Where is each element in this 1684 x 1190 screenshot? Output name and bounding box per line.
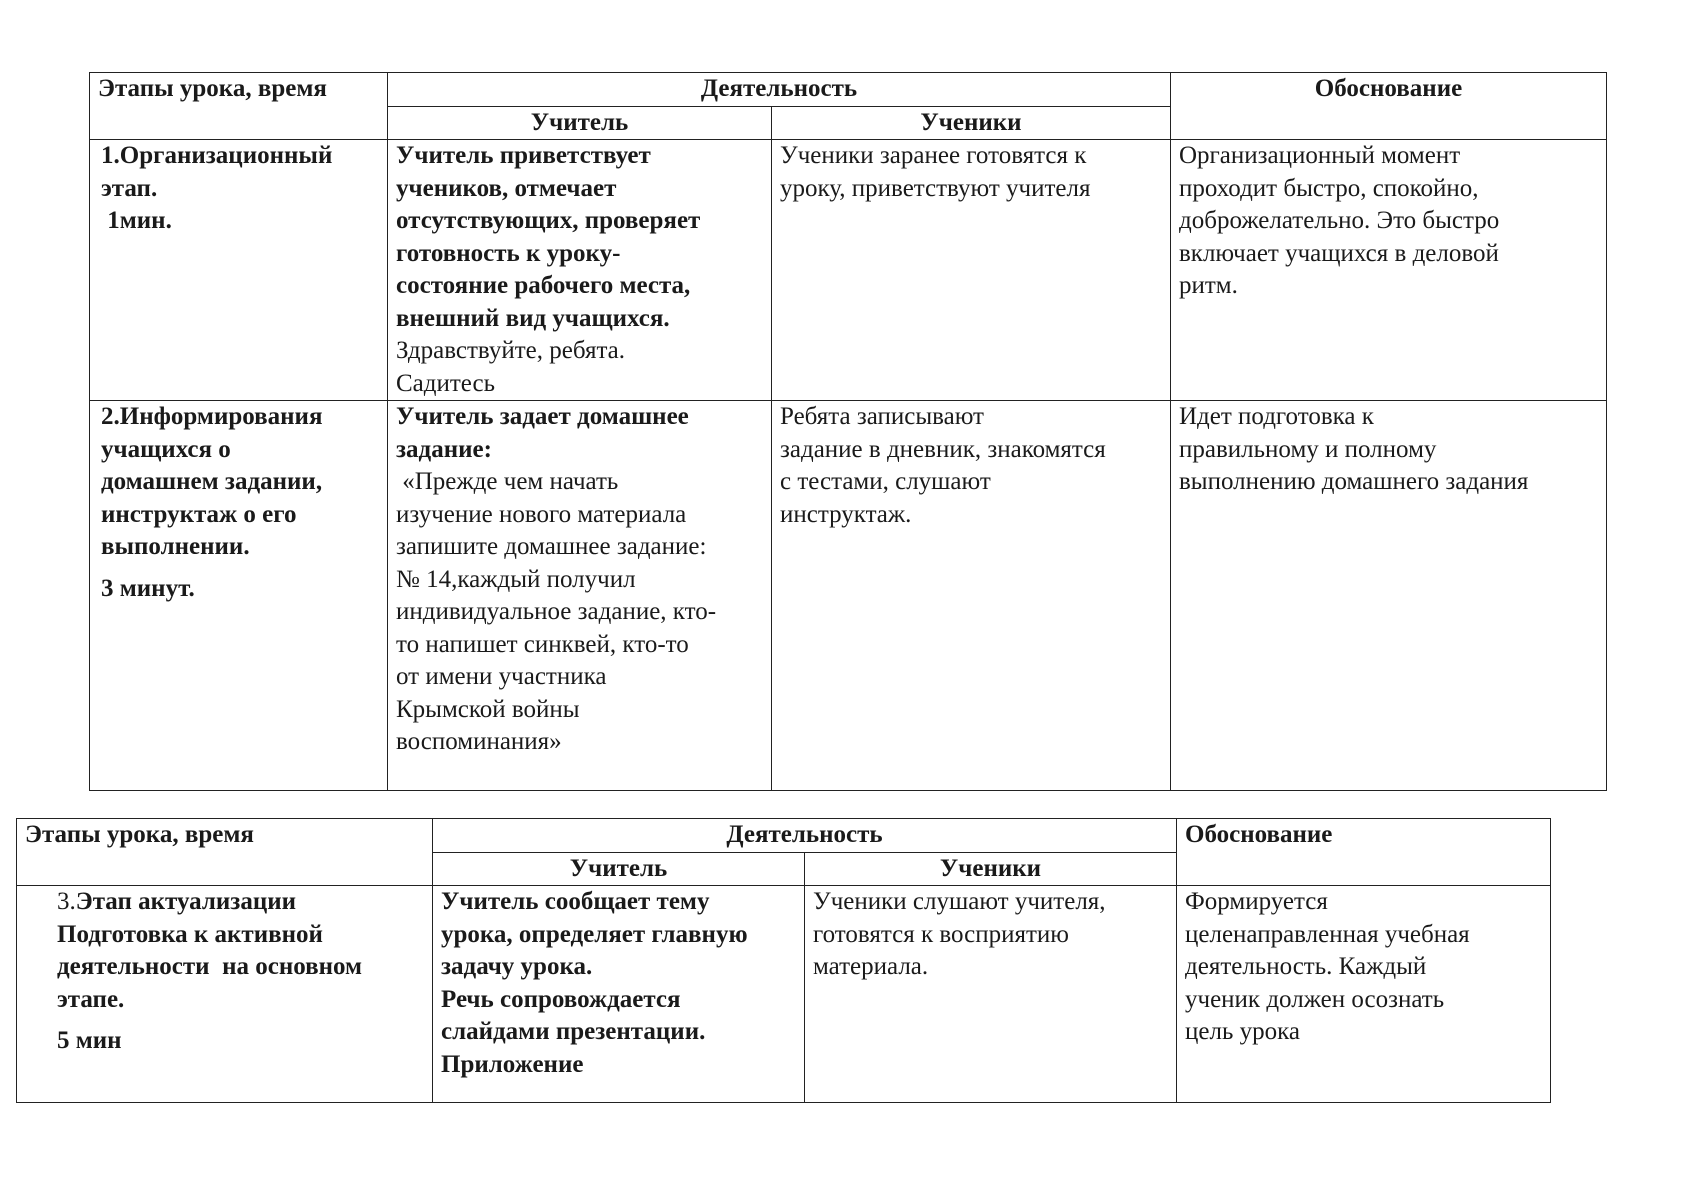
header-activity: Деятельность [388, 73, 1171, 107]
teacher-line: изучение нового материала [396, 500, 687, 528]
rationale-line: цель урока [1185, 1018, 1300, 1045]
rationale-cell [1171, 401, 1607, 791]
teacher-line: от имени участника [396, 663, 607, 690]
header-rationale: Обоснование [1177, 819, 1551, 886]
students-line: уроку, приветствуют учителя [780, 174, 1091, 202]
teacher-line: воспоминания» [396, 728, 562, 755]
stage-line: этапе. [57, 985, 125, 1013]
teacher-line: Крымской войны [396, 695, 580, 723]
rationale-line: Формируется [1185, 888, 1328, 915]
teacher-line: Учитель задает домашнее [396, 403, 689, 430]
teacher-line: Речь сопровождается [441, 985, 681, 1013]
students-cell [805, 886, 1177, 1103]
stage-number: 3. [57, 888, 76, 915]
rationale-line: целенаправленная учебная [1185, 920, 1470, 948]
rationale-line: деятельность. Каждый [1185, 953, 1427, 980]
teacher-line: слайдами презентации. [441, 1018, 706, 1045]
students-cell [772, 401, 1171, 791]
rationale-line: правильному и полному [1179, 435, 1437, 463]
teacher-line: Садитесь [396, 369, 496, 397]
stage-line: Этап актуализации [75, 888, 297, 915]
lesson-table-1 [89, 72, 1607, 791]
teacher-line: готовность к уроку- [396, 239, 621, 267]
teacher-line: отсутствующих, проверяет [396, 207, 701, 234]
rationale-line: ученик должен осознать [1185, 985, 1445, 1013]
teacher-line: внешний вид учащихся. [396, 304, 670, 332]
header-stages: Этапы урока, время [17, 819, 433, 886]
stage-line: этап. [101, 174, 158, 202]
stage-cell [17, 886, 433, 1103]
students-line: готовятся к восприятию [813, 920, 1069, 948]
students-line: задание в дневник, знакомятся [780, 435, 1106, 463]
rationale-line: доброжелательно. Это быстро [1179, 207, 1500, 234]
rationale-line: выполнению домашнего задания [1179, 468, 1529, 495]
stage-line: 2.Информирования [101, 403, 323, 430]
header-teacher: Учитель [433, 852, 805, 886]
teacher-line: учеников, отмечает [396, 174, 617, 202]
stage-line: инструктаж о его [101, 500, 297, 528]
teacher-line: Учитель приветствует [396, 142, 651, 169]
students-line: Ученики слушают учителя, [813, 888, 1106, 915]
stage-line: Подготовка к активной [57, 920, 323, 948]
rationale-cell [1177, 886, 1551, 1103]
stage-cell [90, 401, 388, 791]
stage-line: 1.Организационный [101, 142, 333, 169]
rationale-line: Организационный момент [1179, 142, 1461, 169]
teacher-line: «Прежде чем начать [396, 468, 619, 495]
students-line: материала. [813, 953, 929, 980]
rationale-line: Идет подготовка к [1179, 403, 1374, 430]
stage-line: деятельности на основном [57, 953, 363, 980]
teacher-cell [388, 140, 772, 401]
rationale-line: ритм. [1179, 272, 1238, 299]
stage-line: выполнении. [101, 533, 250, 560]
teacher-line: № 14,каждый получил [396, 565, 636, 593]
lesson-table-2 [16, 818, 1551, 1103]
header-students: Ученики [772, 106, 1171, 140]
stage-line: домашнем задании, [101, 468, 323, 495]
header-teacher: Учитель [388, 106, 772, 140]
rationale-cell [1171, 140, 1607, 401]
teacher-line: Приложение [441, 1050, 584, 1078]
teacher-line: запишите домашнее задание: [396, 533, 707, 560]
rationale-line: включает учащихся в деловой [1179, 239, 1499, 267]
teacher-cell [388, 401, 772, 791]
teacher-line: Учитель сообщает тему [441, 888, 710, 915]
teacher-line: задание: [396, 435, 492, 463]
header-stages: Этапы урока, время [90, 73, 388, 140]
stage-time: 3 минут. [101, 574, 195, 602]
stage-time: 5 мин [57, 1027, 122, 1054]
students-cell [772, 140, 1171, 401]
header-rationale: Обоснование [1171, 73, 1607, 140]
students-line: Ребята записывают [780, 403, 984, 430]
header-students: Ученики [805, 852, 1177, 886]
stage-time: 1мин. [101, 207, 172, 234]
students-line: Ученики заранее готовятся к [780, 142, 1087, 169]
students-line: с тестами, слушают [780, 468, 991, 495]
teacher-line: состояние рабочего места, [396, 272, 691, 299]
teacher-line: урока, определяет главную [441, 920, 748, 948]
rationale-line: проходит быстро, спокойно, [1179, 174, 1479, 202]
teacher-line: задачу урока. [441, 953, 593, 980]
teacher-line: индивидуальное задание, кто- [396, 598, 717, 625]
header-activity: Деятельность [433, 819, 1177, 853]
teacher-line: то напишет синквей, кто-то [396, 630, 689, 658]
students-line: инструктаж. [780, 500, 912, 528]
teacher-cell [433, 886, 805, 1103]
teacher-line: Здравствуйте, ребята. [396, 337, 626, 364]
stage-line: учащихся о [101, 435, 231, 463]
stage-cell [90, 140, 388, 401]
